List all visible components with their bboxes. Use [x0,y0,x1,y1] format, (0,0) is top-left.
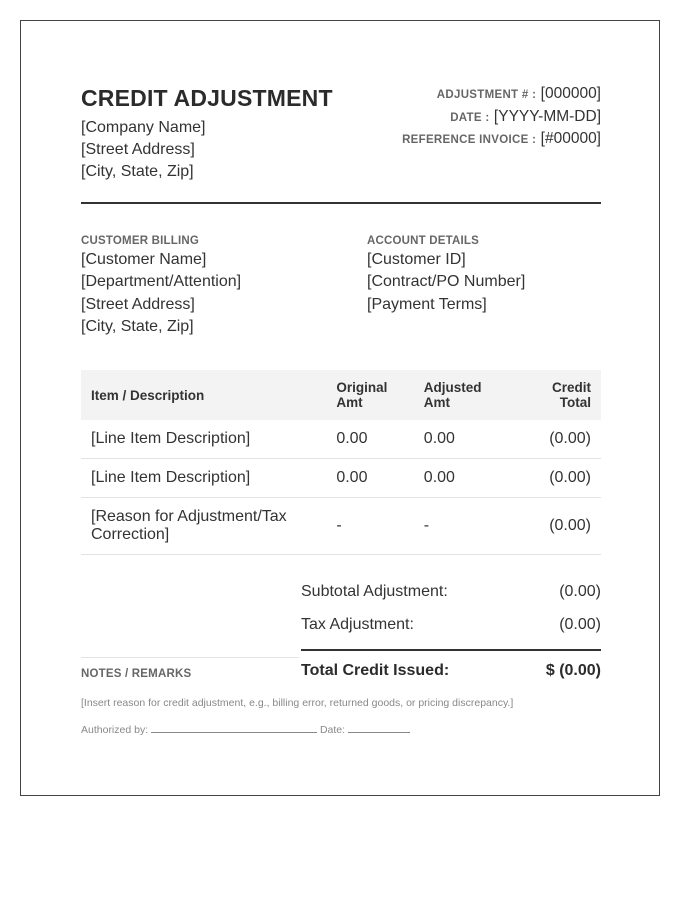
row-credit: (0.00) [513,459,602,498]
customer-id: [Customer ID] [367,251,466,268]
row-adjusted: 0.00 [424,420,513,459]
contract-po-number: [Contract/PO Number] [367,273,526,291]
total-value: $ (0.00) [545,662,601,679]
payment-terms: [Payment Terms] [367,295,487,313]
header-divider [81,202,601,204]
row-adjusted: - [424,498,513,555]
adjustment-number-row [402,83,601,106]
account-details-block [367,235,525,316]
header-credit-total [513,370,602,420]
row-credit: (0.00) [513,498,602,555]
subtotal-label: Subtotal Adjustment: [301,583,448,600]
reference-invoice-row [402,128,601,151]
total-label: Total Credit Issued: [301,662,450,679]
line-items-table [81,370,601,555]
total-row [301,651,601,691]
row-adjusted: 0.00 [424,459,513,498]
row-item-line1: [Reason for Adjustment/Tax [91,508,287,525]
row-item-line2: Correction] [91,526,170,543]
authorization-date-label: Date: [319,724,346,736]
header-adjusted-line1: Adjusted [423,380,482,395]
header-adjusted-amt [424,370,513,420]
document-meta [402,83,601,151]
table-row [81,459,601,498]
company-city: [City, State, Zip] [81,163,194,180]
company-street: [Street Address] [81,141,195,158]
header-original-line2: Amt [336,395,363,410]
notes-label: NOTES / REMARKS [81,668,192,680]
document-title: CREDIT ADJUSTMENT [81,85,333,111]
tax-row [301,608,601,641]
row-original: 0.00 [336,420,423,459]
reference-invoice-label: REFERENCE INVOICE : [402,134,537,146]
customer-department: [Department/Attention] [81,273,242,291]
company-address [81,117,206,183]
tax-value: (0.00) [559,616,601,633]
reference-invoice-value: [#00000] [540,130,601,147]
adjustment-number-label: ADJUSTMENT # : [436,89,537,101]
row-item: [Line Item Description] [81,459,336,498]
header-original-line1: Original [336,380,388,395]
authorization-date-blank[interactable] [348,723,410,733]
document-page [20,20,660,796]
subtotal-value: (0.00) [559,583,601,600]
header-original-amt [336,370,423,420]
header-adjusted-line2: Amt [423,395,451,410]
customer-name: [Customer Name] [81,251,207,268]
notes-divider [81,657,299,658]
customer-billing-label: CUSTOMER BILLING [81,235,199,247]
row-original: - [336,498,423,555]
header-item-description: Item / Description [81,370,336,420]
totals-block [301,575,601,691]
date-label: DATE : [450,111,490,124]
adjustment-number-value: [000000] [540,85,601,102]
row-item [81,498,336,555]
customer-billing-block [81,235,241,338]
customer-street: [Street Address] [81,295,195,313]
company-name: [Company Name] [81,119,206,136]
customer-city: [City, State, Zip] [81,317,194,335]
table-row [81,498,601,555]
authorized-by-blank[interactable] [151,723,317,733]
authorized-by-label: Authorized by: [81,724,149,736]
row-credit: (0.00) [513,420,602,459]
account-details-label: ACCOUNT DETAILS [367,235,480,247]
date-value: [YYYY-MM-DD] [493,107,601,125]
tax-label: Tax Adjustment: [301,616,414,633]
row-original: 0.00 [336,459,423,498]
authorization-line [81,723,410,736]
table-row [81,420,601,459]
header-credit-line1: Credit [551,380,591,395]
date-row [402,106,601,129]
subtotal-row [301,575,601,608]
notes-text: [Insert reason for credit adjustment, e.g., billing error, returned goods, or pricing discrepancy.] [81,697,514,709]
header-credit-line2: Total [559,395,591,410]
row-item: [Line Item Description] [81,420,336,459]
table-header-row [81,370,601,420]
